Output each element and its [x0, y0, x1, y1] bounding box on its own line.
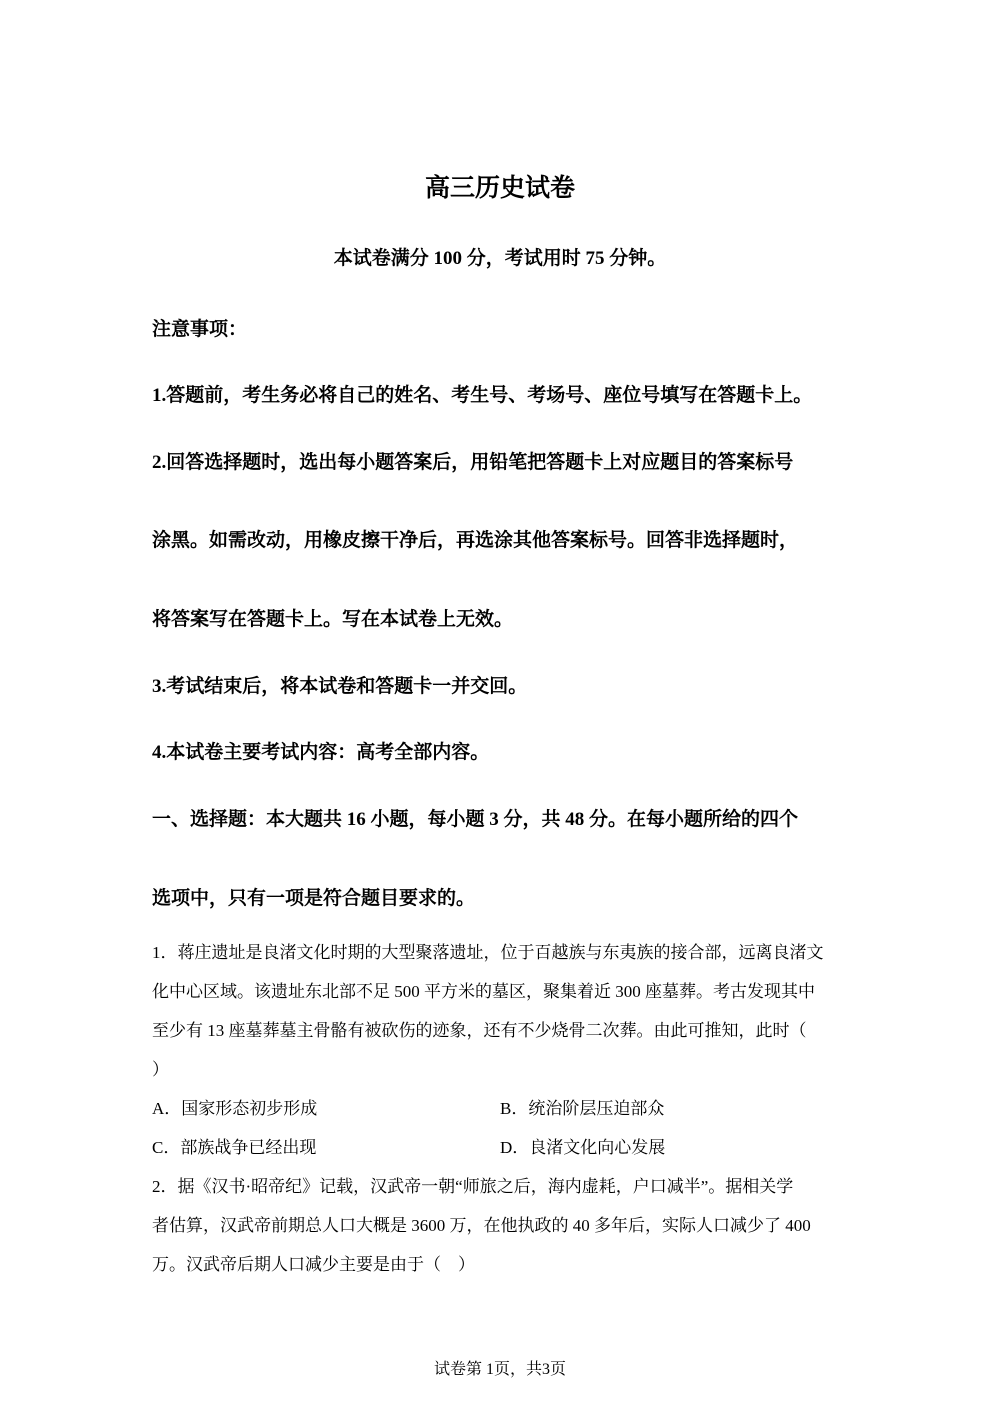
- question-2-line-3: 万。汉武帝后期人口减少主要是由于（ ）: [152, 1255, 475, 1274]
- question-1-option-d: D．良渚文化向心发展: [500, 1138, 666, 1157]
- question-2-line-1: 2．据《汉书·昭帝纪》记载，汉武帝一朝“师旅之后，海内虚耗，户口减半”。据相关学: [152, 1177, 794, 1196]
- notice-item-2-line-1: 2.回答选择题时，选出每小题答案后，用铅笔把答题卡上对应题目的答案标号: [152, 452, 794, 473]
- question-1-line-4: ）: [152, 1060, 169, 1079]
- notice-item-2-line-3: 将答案写在答题卡上。写在本试卷上无效。: [152, 609, 514, 630]
- question-1-option-b: B．统治阶层压迫部众: [500, 1099, 665, 1118]
- page-footer: 试卷第 1页，共3页: [433, 1361, 566, 1378]
- notice-item-3: 3.考试结束后，将本试卷和答题卡一并交回。: [152, 676, 528, 697]
- section-heading-line-1: 一、选择题：本大题共 16 小题，每小题 3 分，共 48 分。在每小题所给的四个: [152, 809, 799, 830]
- question-1-line-2: 化中心区域。该遗址东北部不足 500 平方米的墓区，聚集着近 300 座墓葬。考古发现其中: [152, 982, 815, 1001]
- notice-heading: 注意事项：: [152, 319, 248, 340]
- page-title: 高三历史试卷: [424, 175, 575, 202]
- section-heading-line-2: 选项中，只有一项是符合题目要求的。: [152, 888, 476, 909]
- question-1-option-a: A．国家形态初步形成: [152, 1099, 318, 1118]
- exam-info: 本试卷满分 100 分，考试用时 75 分钟。: [333, 248, 667, 269]
- notice-item-1: 1.答题前，考生务必将自己的姓名、考生号、考场号、座位号填写在答题卡上。: [152, 385, 813, 406]
- notice-item-2-line-2: 涂黑。如需改动，用橡皮擦干净后，再选涂其他答案标号。回答非选择题时，: [152, 530, 799, 551]
- question-1-line-3: 至少有 13 座墓葬墓主骨骼有被砍伤的迹象，还有不少烧骨二次葬。由此可推知，此时（: [152, 1021, 807, 1040]
- question-1-option-c: C．部族战争已经出现: [152, 1138, 317, 1157]
- question-1-line-1: 1．蒋庄遗址是良渚文化时期的大型聚落遗址，位于百越族与东夷族的接合部，远离良渚文: [152, 943, 824, 962]
- notice-item-4: 4.本试卷主要考试内容：高考全部内容。: [152, 742, 490, 763]
- question-2-line-2: 者估算，汉武帝前期总人口大概是 3600 万，在他执政的 40 多年后，实际人口减少了 400: [152, 1216, 811, 1235]
